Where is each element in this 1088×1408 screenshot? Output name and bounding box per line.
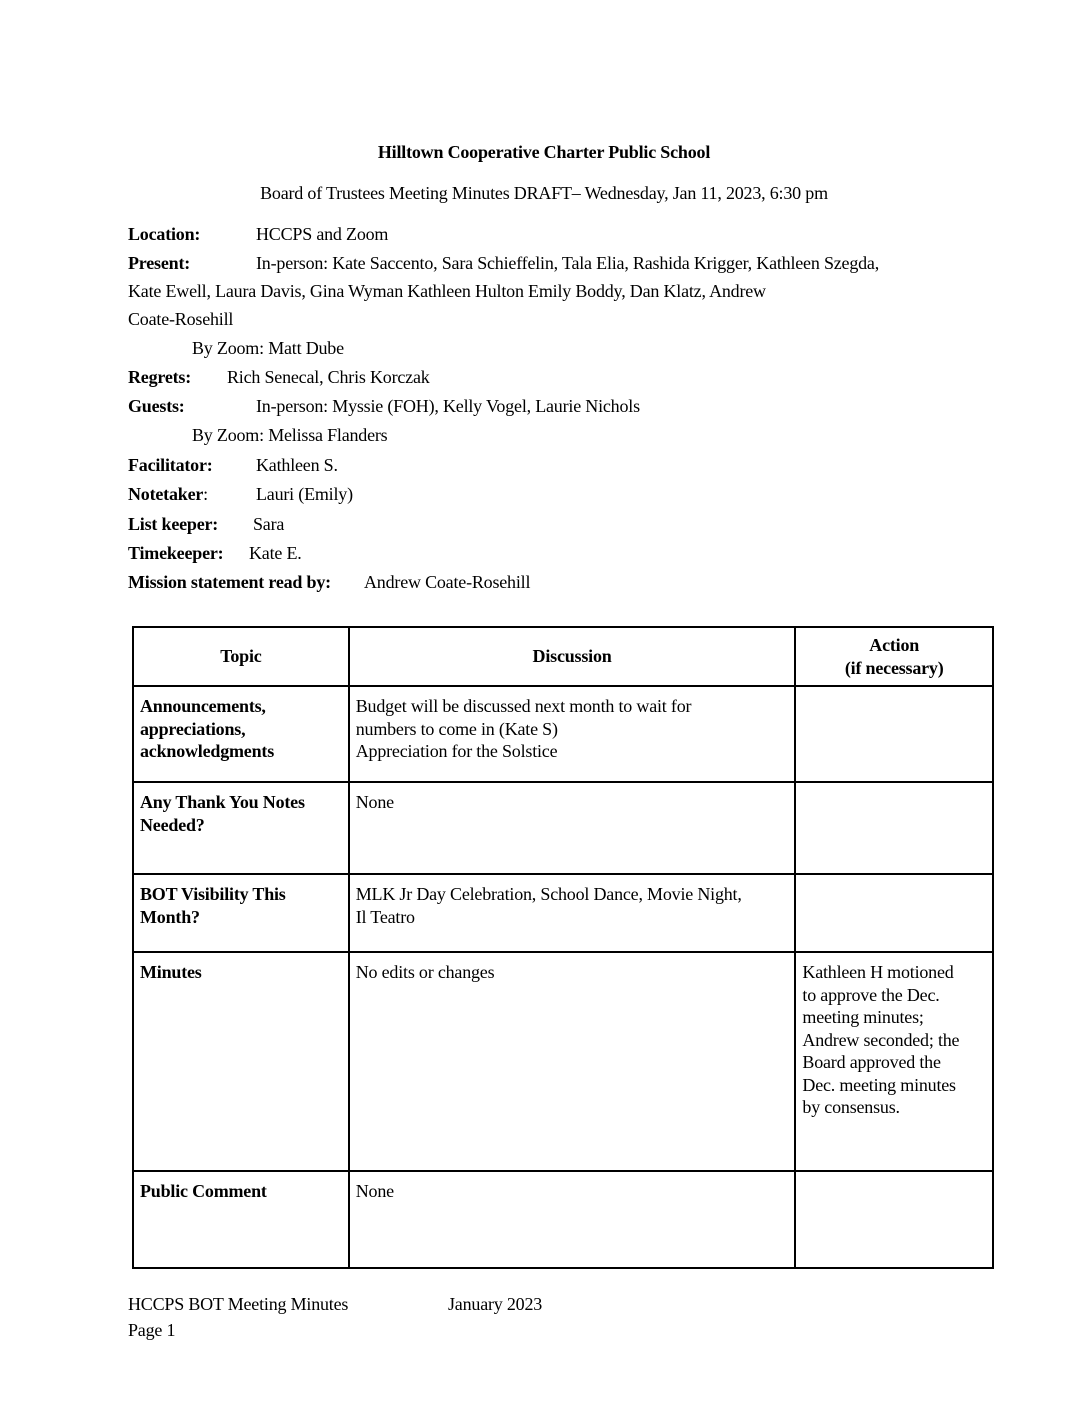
present-in-person-1: In-person: Kate Saccento, Sara Schieffelin, Tala Elia, Rashida Krigger, Kathleen Szegda,	[256, 253, 880, 273]
meeting-subtitle: Board of Trustees Meeting Minutes DRAFT– Wednesday, Jan 11, 2023, 6:30 pm	[260, 183, 828, 203]
present-in-person-2: Kate Ewell, Laura Davis, Gina Wyman Kathleen Hulton Emily Boddy, Dan Klatz, Andrew	[128, 281, 766, 301]
notetaker-colon: :	[203, 484, 208, 504]
present-line	[128, 253, 880, 274]
mission-line	[128, 572, 531, 593]
discussion-cell	[349, 1171, 796, 1268]
table-row	[133, 686, 993, 782]
topic-line: Announcements,	[140, 696, 266, 716]
action-line: by consensus.	[802, 1097, 900, 1117]
discussion-line: numbers to come in (Kate S)	[355, 718, 558, 739]
action-cell	[795, 952, 993, 1171]
guests-by-zoom: By Zoom: Melissa Flanders	[192, 425, 388, 445]
topic-line: Needed?	[140, 814, 205, 835]
guests-label: Guests:	[128, 396, 185, 416]
regrets-value: Rich Senecal, Chris Korczak	[227, 367, 430, 387]
topic-line: Minutes	[140, 962, 202, 982]
present-by-zoom: By Zoom: Matt Dube	[192, 338, 344, 358]
action-line: Dec. meeting minutes	[802, 1074, 956, 1095]
discussion-line: Appreciation for the Solstice	[355, 741, 558, 761]
list-keeper-label: List keeper:	[128, 514, 219, 534]
discussion-line: None	[355, 1181, 394, 1201]
timekeeper-line	[128, 543, 302, 564]
action-line: to approve the Dec.	[802, 984, 940, 1005]
regrets-line	[128, 367, 430, 388]
regrets-label: Regrets:	[128, 367, 192, 387]
notetaker-value: Lauri (Emily)	[256, 484, 353, 504]
discussion-line: None	[355, 792, 394, 812]
discussion-cell	[349, 952, 796, 1171]
topic-line: acknowledgments	[140, 741, 275, 761]
minutes-table	[132, 626, 994, 1269]
discussion-line: Il Teatro	[355, 906, 415, 927]
topic-cell	[133, 874, 349, 952]
action-cell	[795, 1171, 993, 1268]
topic-line: Any Thank You Notes	[140, 792, 305, 812]
topic-line: Month?	[140, 906, 200, 927]
action-line: Kathleen H motioned	[802, 962, 954, 982]
discussion-cell	[349, 686, 796, 782]
header-discussion: Discussion	[349, 627, 796, 686]
topic-cell	[133, 686, 349, 782]
action-cell	[795, 874, 993, 952]
mission-value: Andrew Coate-Rosehill	[364, 572, 531, 592]
discussion-line: MLK Jr Day Celebration, School Dance, Movie Night,	[355, 884, 742, 904]
facilitator-value: Kathleen S.	[256, 455, 338, 475]
table-row	[133, 874, 993, 952]
guests-line	[128, 396, 640, 417]
topic-cell	[133, 952, 349, 1171]
action-line: meeting minutes;	[802, 1007, 924, 1027]
action-cell	[795, 686, 993, 782]
school-name-title: Hilltown Cooperative Charter Public School	[377, 142, 711, 162]
topic-line: appreciations,	[140, 718, 246, 739]
footer-page: Page 1	[128, 1320, 176, 1340]
footer-title: HCCPS BOT Meeting Minutes	[128, 1294, 349, 1314]
timekeeper-value: Kate E.	[249, 543, 302, 563]
notetaker-label: Notetaker	[128, 484, 204, 504]
table-row	[133, 1171, 993, 1268]
present-label: Present:	[128, 253, 191, 273]
topic-cell	[133, 782, 349, 874]
topic-line: Public Comment	[140, 1181, 267, 1201]
topic-line: BOT Visibility This	[140, 884, 286, 904]
location-value: HCCPS and Zoom	[256, 224, 389, 244]
action-line: Board approved the	[802, 1052, 941, 1072]
discussion-line: No edits or changes	[355, 962, 495, 982]
notetaker-line	[128, 484, 353, 505]
discussion-line: Budget will be discussed next month to wait for	[355, 696, 692, 716]
list-keeper-value: Sara	[253, 514, 285, 534]
mission-label: Mission statement read by:	[128, 572, 331, 592]
facilitator-line	[128, 455, 338, 476]
topic-cell	[133, 1171, 349, 1268]
header-action-line2: (if necessary)	[844, 657, 944, 678]
header-action	[795, 627, 993, 686]
footer-month: January 2023	[448, 1294, 543, 1314]
guests-in-person: In-person: Myssie (FOH), Kelly Vogel, Laurie Nichols	[256, 396, 640, 416]
timekeeper-label: Timekeeper:	[128, 543, 224, 563]
list-keeper-line	[128, 514, 285, 535]
action-cell	[795, 782, 993, 874]
table-row	[133, 782, 993, 874]
facilitator-label: Facilitator:	[128, 455, 213, 475]
header-topic: Topic	[133, 627, 349, 686]
header-action-line1: Action	[869, 635, 920, 655]
table-header-row	[133, 627, 993, 686]
location-line	[128, 224, 389, 245]
table-row	[133, 952, 993, 1171]
location-label: Location:	[128, 224, 201, 244]
present-in-person-3: Coate-Rosehill	[128, 309, 234, 329]
action-line: Andrew seconded; the	[802, 1029, 960, 1050]
discussion-cell	[349, 782, 796, 874]
discussion-cell	[349, 874, 796, 952]
